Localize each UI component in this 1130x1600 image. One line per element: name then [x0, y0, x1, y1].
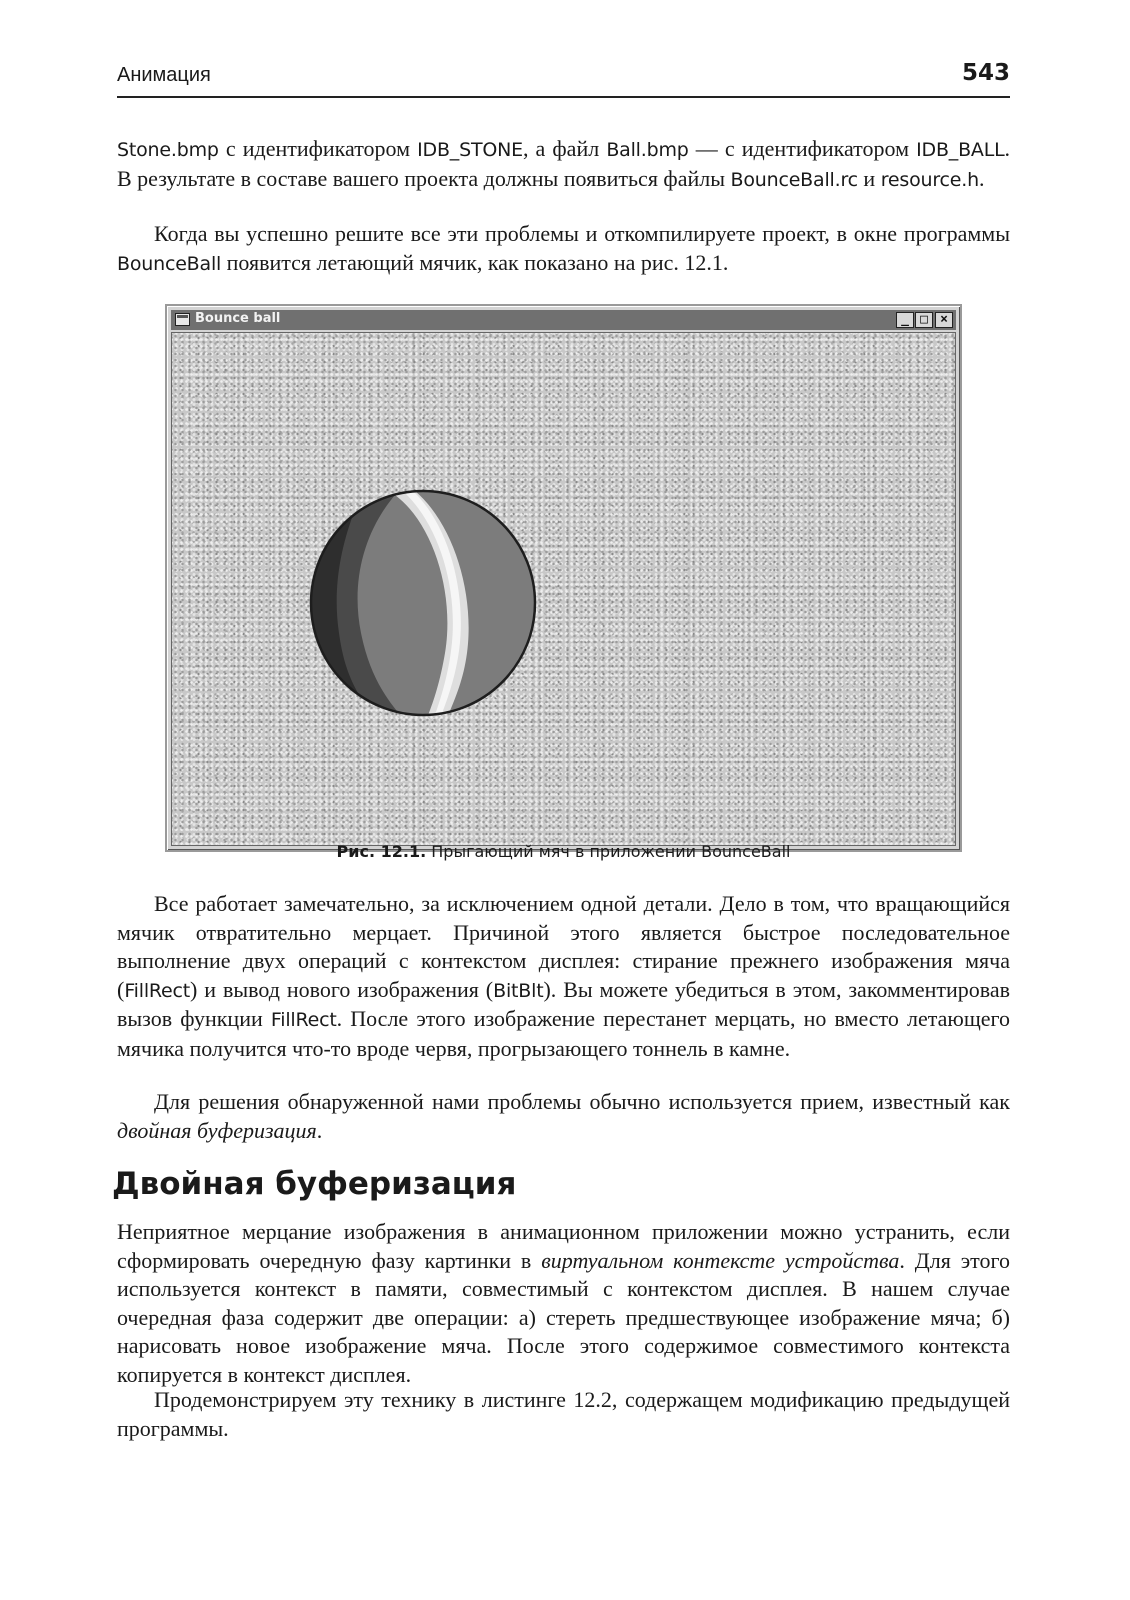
close-button[interactable]: × — [935, 312, 953, 328]
text-run: Все работает замечательно, за исключением одной детали. Дело в том, что вращающийся мячик отвратительно мерцает. Причиной этого является быстрое последовательное выполнение двух операций с контекстом дисплея: стирание прежнего изображения мяча ( — [117, 891, 1010, 1002]
paragraph-compile — [117, 220, 1010, 278]
text-run: . — [316, 1117, 323, 1143]
code-idb-stone: IDB_STONE — [417, 139, 523, 161]
text-run: Продемонстрируем эту технику в листинге 12.2, содержащем модификацию предыдущей программы. — [117, 1387, 1010, 1441]
text-run: Когда вы успешно решите все эти проблемы и откомпилируете проект, в окне программы — [154, 221, 1010, 246]
minimize-button[interactable]: _ — [896, 312, 914, 328]
page-header — [117, 60, 1010, 98]
code-fillrect: FillRect — [124, 979, 191, 1002]
text-run: ). Вы можете убедиться в этом, закомментировав вызов функции — [117, 976, 1010, 1031]
paragraph-double-buffering-intro — [117, 1088, 1010, 1145]
code-resource-h: resource.h — [880, 168, 979, 191]
text-run: , а файл — [522, 136, 607, 161]
figure-caption-text: Прыгающий мяч в приложении BounceBall — [426, 842, 791, 861]
emphasis-term: виртуальном контексте устройства — [541, 1247, 900, 1273]
window-system-icon[interactable] — [175, 313, 190, 326]
text-run: . В результате в составе вашего проекта должны появиться файлы — [117, 136, 1010, 191]
text-run: . — [978, 165, 985, 191]
section-heading: Двойная буферизация — [112, 1166, 517, 1202]
text-run: Неприятное мерцание изображения в анимационном приложении можно устранить, если сформировать очередную фазу картинки в — [117, 1219, 1010, 1273]
emphasis-term: двойная буферизация — [117, 1117, 317, 1143]
code-bitblt: BitBlt — [493, 979, 544, 1002]
stone-background-canvas — [171, 332, 956, 846]
code-idb-ball: IDB_BALL — [916, 139, 1005, 161]
bouncing-ball-image — [303, 483, 543, 723]
text-run: . После этого изображение перестанет мерцать, но вместо летающего мячика получится что-то вроде червя, прогрызающего тоннель в камне. — [117, 1006, 1010, 1061]
paragraph-listing-intro — [117, 1386, 1010, 1443]
text-run: и — [857, 165, 881, 191]
paragraph-resources — [117, 135, 1010, 194]
text-run: Для решения обнаруженной нами проблемы обычно используется прием, известный как — [154, 1089, 1010, 1114]
paragraph-flicker — [117, 890, 1010, 1063]
running-title: Анимация — [117, 64, 211, 86]
bounce-ball-window — [165, 304, 962, 852]
figure-caption — [117, 842, 1010, 861]
code-bounceball-rc: BounceBall.rc — [730, 168, 858, 191]
code-fillrect: FillRect — [270, 1009, 337, 1031]
paragraph-virtual-context — [117, 1218, 1010, 1389]
window-title: Bounce ball — [195, 311, 281, 326]
code-stone-bmp: Stone.bmp — [117, 139, 219, 161]
code-bounceball: BounceBall — [117, 252, 222, 275]
figure-label: Рис. 12.1. — [336, 842, 427, 861]
text-run: — с идентификатором — [688, 136, 917, 161]
page-number: 543 — [961, 60, 1010, 86]
code-ball-bmp: Ball.bmp — [606, 139, 689, 161]
maximize-button[interactable]: □ — [915, 312, 933, 328]
text-run: появится летающий мячик, как показано на рис. 12.1. — [221, 249, 729, 275]
text-run: ) и вывод нового изображения ( — [190, 976, 494, 1002]
text-run: с идентификатором — [218, 136, 418, 161]
window-titlebar[interactable] — [171, 310, 956, 330]
text-run: . Для этого используется контекст в памяти, совместимый с контекстом дисплея. В нашем случае очередная фаза содержит две операции: а) стереть предшествующее изображение мяча; б) нарисовать новое изображение мяча. После этого содержимое совместимого контекста копируется в контекст дисплея. — [117, 1247, 1010, 1387]
